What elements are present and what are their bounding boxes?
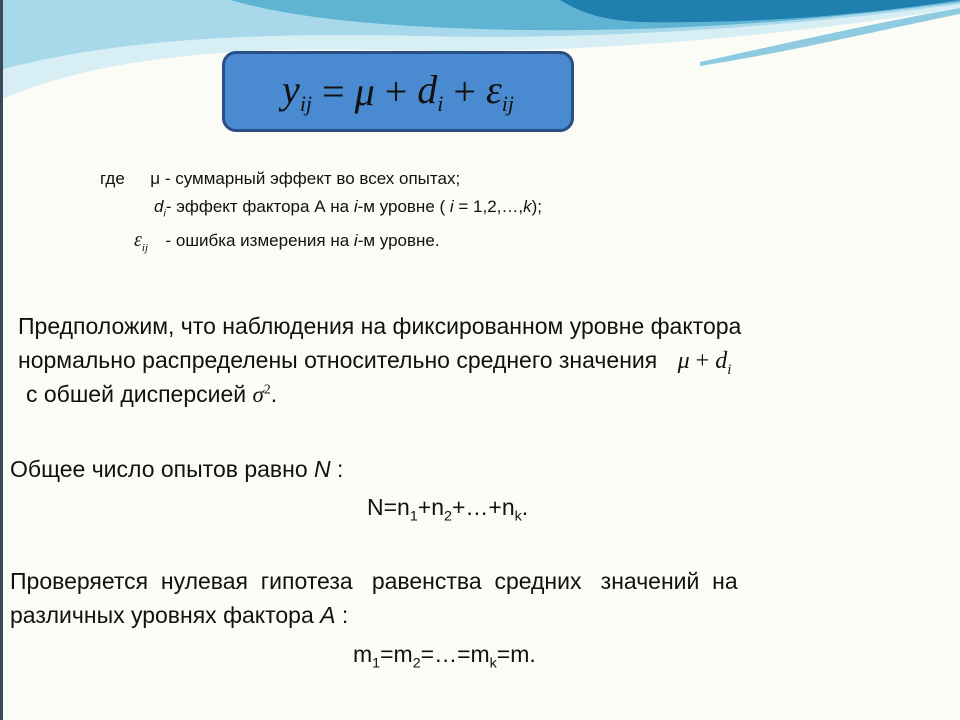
para1-line3 bbox=[26, 381, 277, 408]
d-symbol: $d_i$ bbox=[154, 197, 166, 220]
para1-line1: Предположим, что наблюдения на фиксированном уровне фактора bbox=[18, 313, 742, 339]
formula-mu: μ bbox=[354, 69, 375, 114]
eps-desc-a: - ошибка измерения на bbox=[165, 231, 354, 250]
formula-epsilon: $\varepsilon_{ij}$ bbox=[485, 67, 514, 116]
para2-line1-end: : bbox=[330, 456, 344, 482]
para3-line2-text: различных уровнях фактора bbox=[10, 602, 321, 628]
d-desc-d: ); bbox=[531, 197, 543, 216]
means-equality-equation: $m_1=m_2=\dots=m_k=m$. bbox=[353, 641, 536, 672]
d-desc-b: -м уровне ( bbox=[357, 197, 450, 216]
d-desc-i2: i bbox=[449, 197, 454, 216]
d-desc-k: k bbox=[523, 197, 532, 216]
d-desc-c: = 1,2,…, bbox=[453, 197, 524, 216]
para3-A: А bbox=[320, 602, 336, 628]
formula-equals: = bbox=[322, 69, 345, 114]
para3-line2 bbox=[10, 602, 348, 629]
para1-line2-text: нормально распределены относительно среднего значения bbox=[18, 347, 658, 373]
where-line-mu bbox=[100, 169, 460, 189]
model-formula-box bbox=[222, 51, 574, 132]
d-desc-i1: i bbox=[353, 197, 358, 216]
eps-desc-i: i bbox=[353, 231, 358, 250]
para1-line3-end: . bbox=[270, 381, 278, 407]
para3-line1: Проверяется нулевая гипотеза равенства средних значений на bbox=[10, 568, 738, 594]
formula-d: $d_i$ bbox=[417, 67, 444, 116]
para1-line3-text: с обшей дисперсией bbox=[26, 381, 247, 407]
mean-formula: $\mu + d_i$ bbox=[677, 348, 732, 378]
formula-y: $y_{ij}$ bbox=[282, 67, 313, 116]
epsilon-symbol: $\varepsilon_{ij}$ bbox=[134, 229, 149, 254]
sigma-squared: $\sigma^2$ bbox=[252, 381, 271, 407]
para3-line2-end: : bbox=[335, 602, 349, 628]
formula-plus-2: + bbox=[453, 69, 476, 114]
mu-description: - суммарный эффект во всех опытах; bbox=[164, 169, 461, 188]
formula-plus-1: + bbox=[384, 69, 408, 114]
where-label: где bbox=[100, 169, 125, 188]
where-line-epsilon bbox=[134, 229, 440, 254]
d-desc-a: - эффект фактора А на bbox=[165, 197, 354, 216]
para2-N: N bbox=[314, 456, 331, 482]
eps-desc-b: -м уровне. bbox=[357, 231, 440, 250]
left-border bbox=[0, 0, 3, 720]
para2-line1 bbox=[10, 456, 343, 483]
total-count-equation: $N=n_1+n_2+\dots+n_k$. bbox=[367, 494, 529, 525]
mu-symbol: μ bbox=[150, 169, 161, 188]
para1-line2 bbox=[18, 347, 731, 379]
where-line-d bbox=[154, 197, 542, 219]
para2-line1-text: Общее число опытов равно bbox=[10, 456, 315, 482]
